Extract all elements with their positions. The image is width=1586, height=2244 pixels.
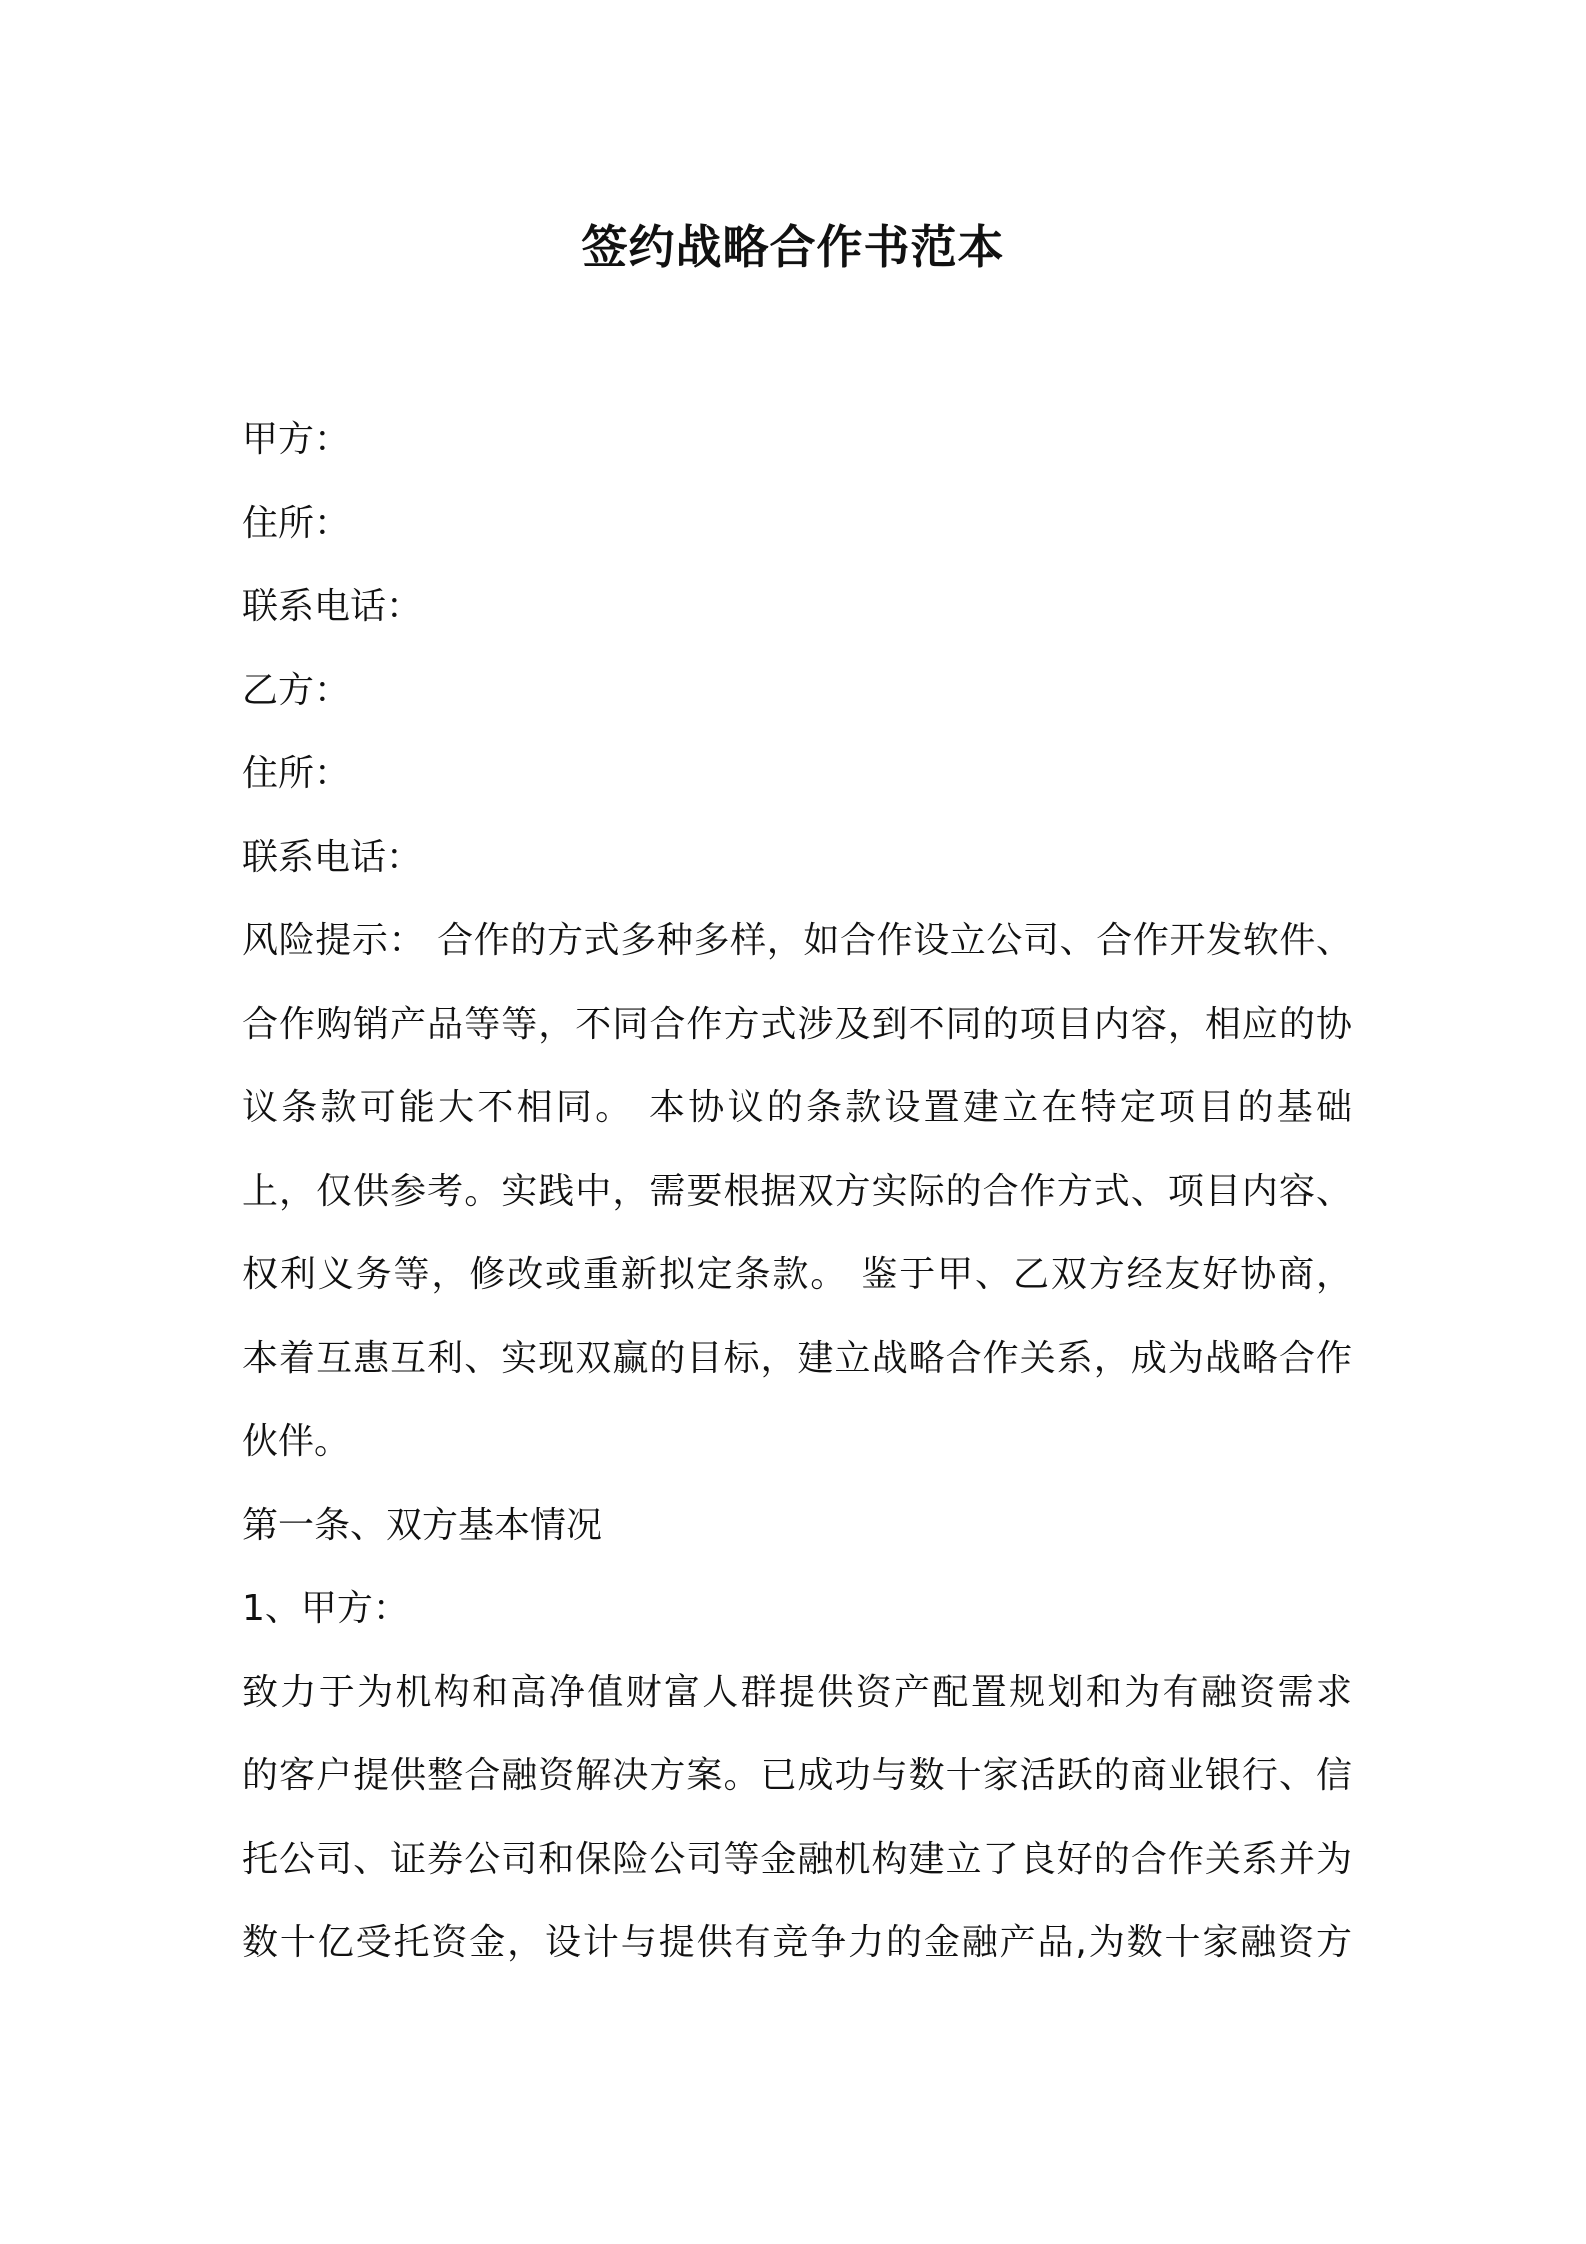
party-a-address-label: 住所： xyxy=(242,502,351,544)
party-a-description-line: 的客户提供整合融资解决方案。已成功与数十家活跃的商业银行、信 xyxy=(242,1755,1352,1796)
party-a-description-line: 数十亿受托资金，设计与提供有竞争力的金融产品,为数十家融资方 xyxy=(242,1922,1352,1963)
article-one-heading: 第一条、双方基本情况 xyxy=(242,1504,603,1546)
risk-notice-line: 伙伴。 xyxy=(242,1421,351,1462)
party-a-description-line: 致力于为机构和高净值财富人群提供资产配置规划和为有融资需求 xyxy=(242,1671,1352,1713)
party-b-address-label: 住所： xyxy=(242,753,351,794)
risk-notice-line: 合作购销产品等等，不同合作方式涉及到不同的项目内容，相应的协 xyxy=(242,1003,1352,1045)
party-b-label: 乙方： xyxy=(242,669,351,711)
document-title: 签约战略合作书范本 xyxy=(581,220,1005,274)
party-a-label: 甲方： xyxy=(242,419,351,460)
document-body xyxy=(242,398,1352,1985)
party-a-section-label: 1、甲方： xyxy=(242,1588,409,1629)
party-a-description-line: 托公司、证券公司和保险公司等金融机构建立了良好的合作关系并为 xyxy=(242,1838,1352,1880)
party-a-phone-label: 联系电话： xyxy=(242,586,423,627)
risk-notice-line: 议条款可能大不相同。 本协议的条款设置建立在特定项目的基础 xyxy=(242,1087,1352,1128)
party-b-phone-label: 联系电话： xyxy=(242,836,423,878)
risk-notice-line: 权利义务等，修改或重新拟定条款。 鉴于甲、乙双方经友好协商， xyxy=(242,1254,1352,1295)
risk-notice-line: 上，仅供参考。实践中，需要根据双方实际的合作方式、项目内容、 xyxy=(242,1170,1352,1212)
risk-notice-line: 风险提示： 合作的方式多种多样，如合作设立公司、合作开发软件、 xyxy=(242,920,1352,961)
risk-notice-line: 本着互惠互利、实现双赢的目标，建立战略合作关系，成为战略合作 xyxy=(242,1337,1352,1379)
